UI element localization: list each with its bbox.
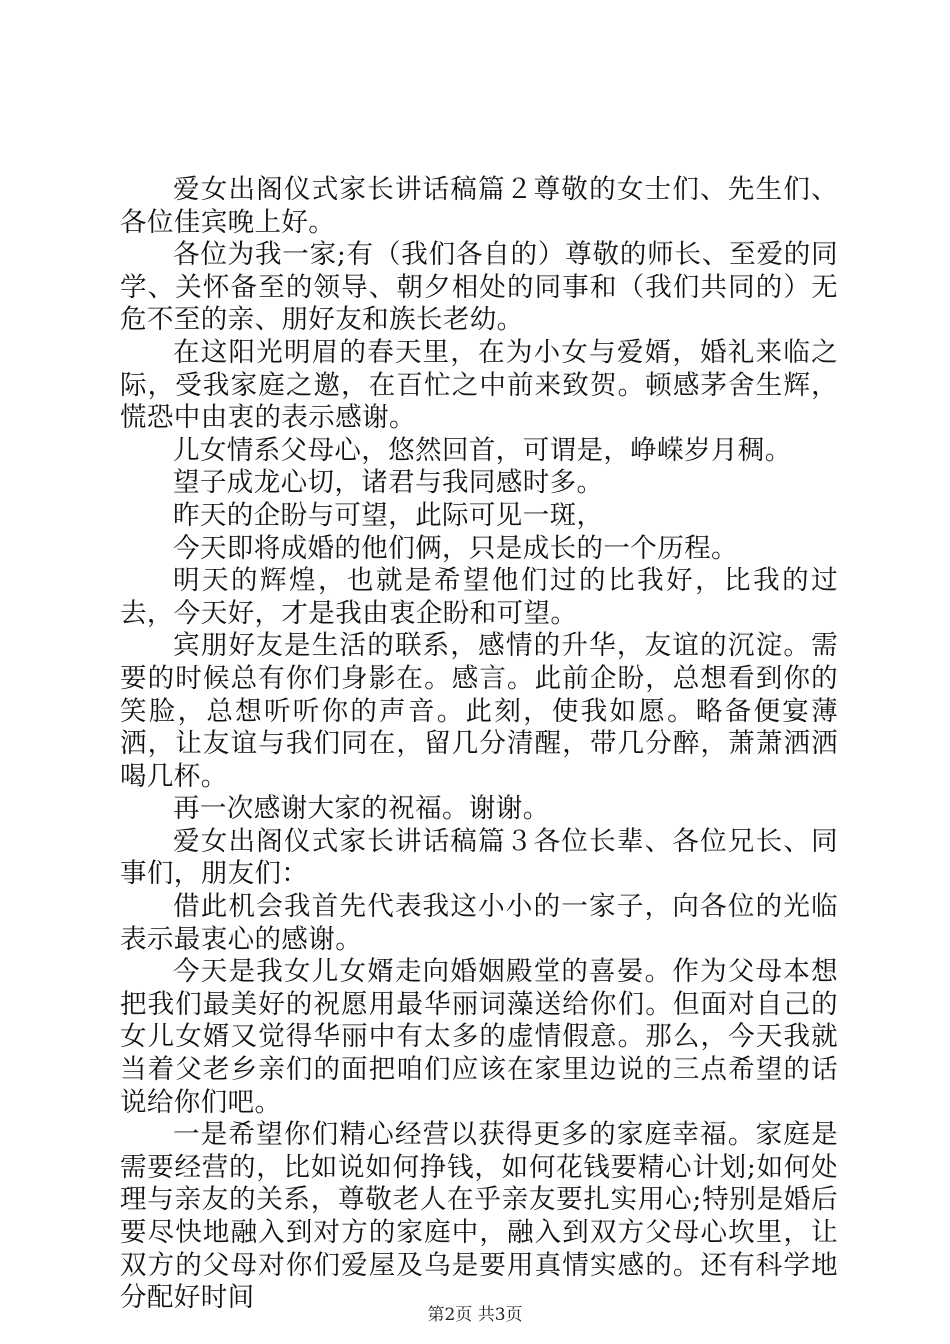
document-body xyxy=(120,174,838,1315)
paragraph-11: 爱女出阁仪式家长讲话稿篇３各位长辈、各位兄长、同事们，朋友们： xyxy=(120,825,838,890)
paragraph-7: 今天即将成婚的他们俩，只是成长的一个历程。 xyxy=(173,532,738,564)
paragraph-5: 望子成龙心切，诸君与我同感时多。 xyxy=(173,467,604,499)
paragraph-3: 在这阳光明眉的春天里，在为小女与爱婿，婚礼来临之际，受我家庭之邀，在百忙之中前来致贺。顿感茅舍生辉，慌恐中由衷的表示感谢。 xyxy=(120,336,838,434)
page-footer xyxy=(0,1300,950,1325)
paragraph-6: 昨天的企盼与可望，此际可见一斑， xyxy=(173,499,604,531)
paragraph-9: 宾朋好友是生活的联系，感情的升华，友谊的沉淀。需要的时候总有你们身影在。感言。此前企盼，总想看到你的笑脸，总想听听你的声音。此刻，使我如愿。略备便宴薄洒，让友谊与我们同在，留几分清醒，带几分醉，萧萧洒洒喝几杯。 xyxy=(120,630,838,792)
paragraph-12: 借此机会我首先代表我这小小的一家子，向各位的光临表示最衷心的感谢。 xyxy=(120,891,838,955)
paragraph-1: 爱女出阁仪式家长讲话稿篇２尊敬的女士们、先生们、各位佳宾晚上好。 xyxy=(120,174,838,238)
paragraph-2: 各位为我一家;有（我们各自的）尊敬的师长、至爱的同学、关怀备至的领导、朝夕相处的同事和（我们共同的）无危不至的亲、朋好友和族长老幼。 xyxy=(120,239,838,336)
page-number-label: 第2页 共3页 xyxy=(427,1305,523,1325)
paragraph-10: 再一次感谢大家的祝福。谢谢。 xyxy=(173,793,550,825)
paragraph-8: 明天的辉煌，也就是希望他们过的比我好，比我的过去，今天好，才是我由衷企盼和可望。 xyxy=(120,565,838,629)
paragraph-14: 一是希望你们精心经营以获得更多的家庭幸福。家庭是需要经营的，比如说如何挣钱，如何花钱要精心计划;如何处理与亲友的关系，尊敬老人在乎亲友要扎实用心;特别是婚后要尽快地融入到对方的家庭中，融入到双方父母心坎里，让双方的父母对你们爱屋及乌是要用真情实感的。还有科学地分配好时间 xyxy=(120,1119,838,1314)
paragraph-13: 今天是我女儿女婿走向婚姻殿堂的喜晏。作为父母本想把我们最美好的祝愿用最华丽词藻送给你们。但面对自己的女儿女婿又觉得华丽中有太多的虚情假意。那么，今天我就当着父老乡亲们的面把咱们应该在家里边说的三点希望的话说给你们吧。 xyxy=(120,956,838,1118)
paragraph-4: 儿女情系父母心，悠然回首，可谓是，峥嵘岁月稠。 xyxy=(173,434,792,466)
